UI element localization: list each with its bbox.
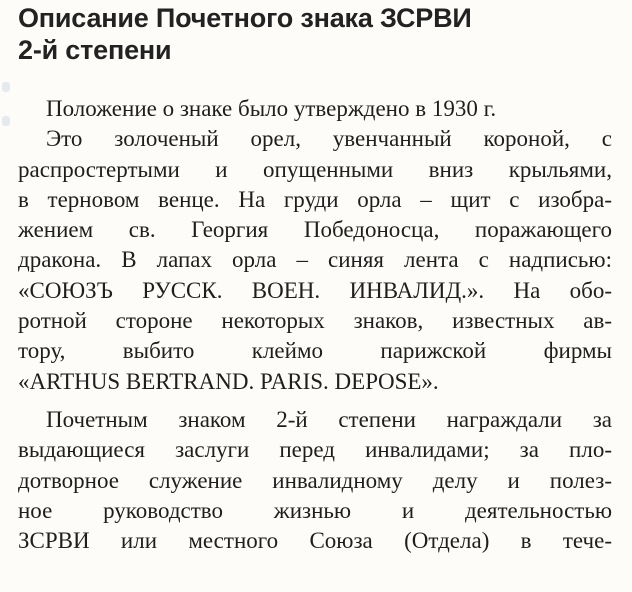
- heading-line-2: 2-й степени: [18, 35, 172, 65]
- paragraph-1: [18, 94, 612, 124]
- text-line: выдающиеся заслуги перед инвалидами; за пло-: [18, 437, 612, 463]
- text-line: ротной стороне некоторых знаков, известных ав-: [18, 308, 612, 334]
- text-line: Это золоченый орел, увенчанный короной, с: [46, 126, 612, 152]
- text-line: «СОЮЗЪ РУССК. ВОЕН. ИНВАЛИД.». На обо-: [18, 277, 612, 303]
- paragraph-2: [18, 124, 612, 397]
- body-text: [18, 94, 612, 556]
- heading-line-1: Описание Почетного знака ЗСРВИ: [18, 3, 472, 33]
- text-line: Почетным знаком 2-й степени награждали за: [46, 406, 612, 432]
- paragraph-gap: [18, 397, 612, 405]
- text-line: жением св. Георгия Победоносца, поражающего: [18, 217, 612, 243]
- text-line: Положение о знаке было утверждено в 1930 г.: [46, 96, 497, 121]
- paragraph-3: [18, 405, 612, 556]
- text-line: ное руководство жизнью и деятельностью: [18, 497, 612, 523]
- text-line: дракона. В лапах орла – синяя лента с надписью:: [18, 247, 612, 273]
- text-line: дотворное служение инвалидному делу и полез-: [18, 467, 612, 493]
- section-heading: [18, 2, 618, 66]
- text-line: в терновом венце. На груди орла – щит с изобра-: [18, 186, 612, 212]
- text-line: распростертыми и опущенными вниз крыльями,: [18, 156, 612, 182]
- text-line: тору, выбито клеймо парижской фирмы: [18, 338, 612, 364]
- text-line: «ARTHUS BERTRAND. PARIS. DEPOSE».: [18, 368, 439, 394]
- text-line: ЗСРВИ или местного Союза (Отдела) в тече-: [18, 528, 612, 554]
- scan-artifact: [2, 82, 10, 92]
- scan-artifact: [2, 116, 10, 126]
